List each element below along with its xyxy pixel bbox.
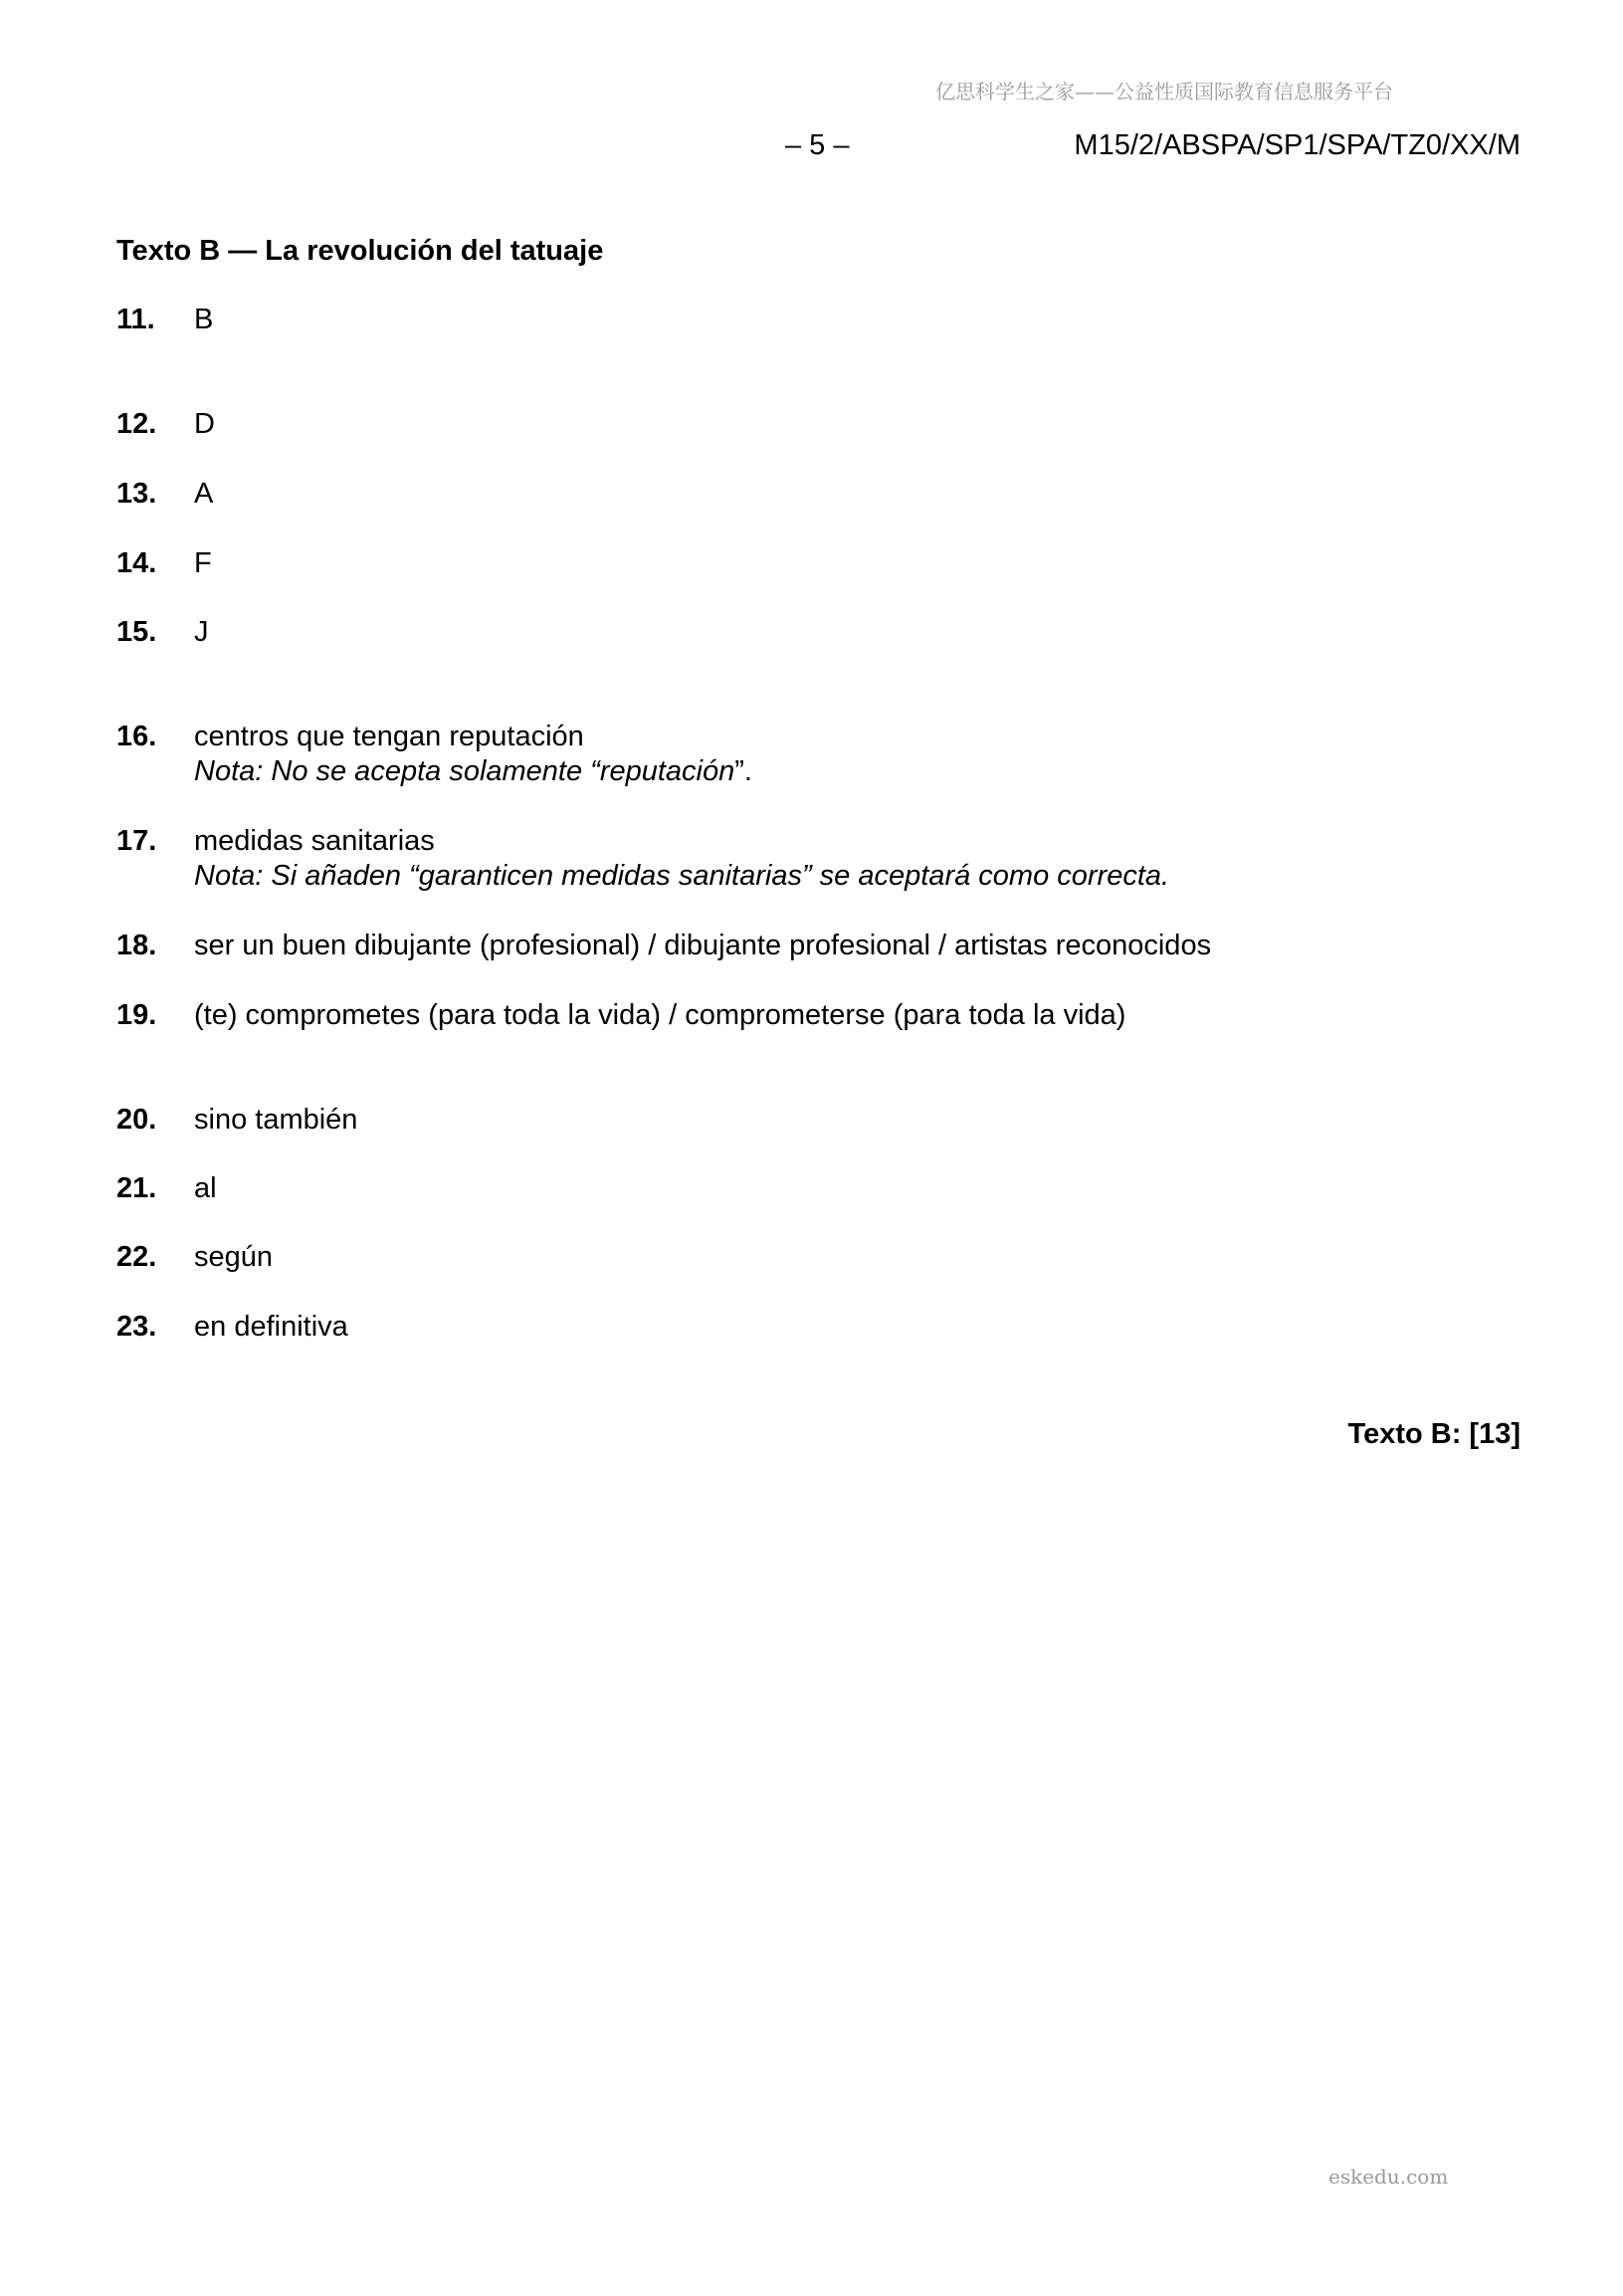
answer-number: 13. xyxy=(116,478,157,510)
answer-number: 20. xyxy=(116,1104,157,1136)
answer-note-text: Nota: No se acepta solamente “reputación xyxy=(194,755,735,787)
answer-text: según xyxy=(194,1241,274,1273)
answer-number: 21. xyxy=(116,1172,157,1204)
answer-number: 12. xyxy=(116,408,157,440)
answer-text: J xyxy=(194,616,209,648)
answer-text: sino también xyxy=(194,1104,358,1136)
answer-note: Nota: Si añaden “garanticen medidas sanitarias” se aceptará como correcta. xyxy=(194,860,1170,892)
section-title: Texto B — La revolución del tatuaje xyxy=(116,235,604,267)
answer-text: (te) comprometes (para toda la vida) / comprometerse (para toda la vida) xyxy=(194,999,1126,1031)
page-number: – 5 – xyxy=(785,129,850,161)
section-total: Texto B: [13] xyxy=(1347,1418,1521,1450)
answer-text: F xyxy=(194,547,212,579)
answer-text: ser un buen dibujante (profesional) / dibujante profesional / artistas reconocidos xyxy=(194,930,1212,961)
answer-text: en definitiva xyxy=(194,1311,348,1343)
answer-text: D xyxy=(194,408,215,440)
answer-number: 18. xyxy=(116,930,157,961)
answer-text: A xyxy=(194,478,214,510)
answer-number: 19. xyxy=(116,999,157,1031)
answer-number: 16. xyxy=(116,721,157,752)
answer-note-tail: ”. xyxy=(734,755,752,787)
answer-number: 17. xyxy=(116,825,157,857)
answer-note xyxy=(194,754,752,789)
answer-body xyxy=(194,824,1169,894)
answer-text: al xyxy=(194,1172,217,1204)
answer-number: 14. xyxy=(116,547,157,579)
answer-number: 22. xyxy=(116,1241,157,1273)
answer-body xyxy=(194,720,752,789)
footer-watermark: eskedu.com xyxy=(1328,2165,1449,2189)
header-watermark: 亿思科学生之家——公益性质国际教育信息服务平台 xyxy=(935,80,1393,104)
answer-text: medidas sanitarias xyxy=(194,825,435,857)
answer-text: B xyxy=(194,304,214,335)
answer-number: 23. xyxy=(116,1311,157,1343)
document-code: M15/2/ABSPA/SP1/SPA/TZ0/XX/M xyxy=(1074,129,1521,161)
answer-number: 11. xyxy=(116,304,155,335)
answer-text: centros que tengan reputación xyxy=(194,721,584,752)
answer-number: 15. xyxy=(116,616,157,648)
